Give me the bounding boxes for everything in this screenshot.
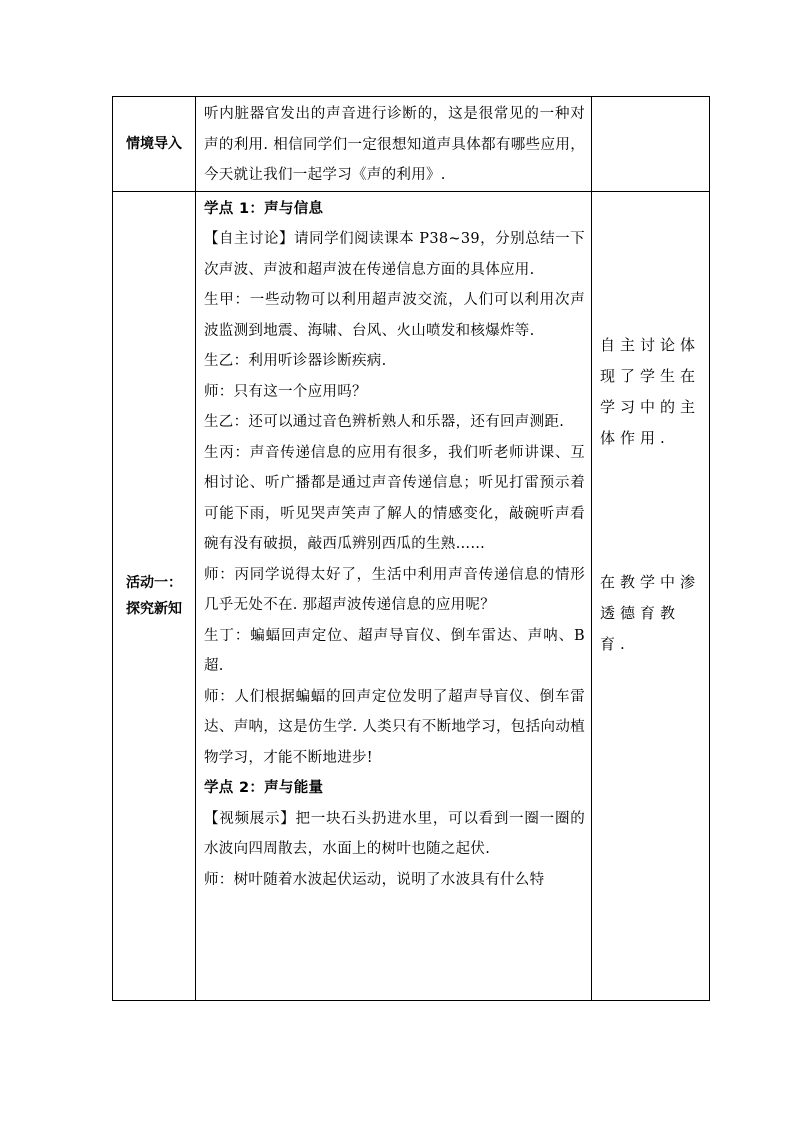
paragraph: 【自主讨论】请同学们阅读课本 P38~39，分别总结一下次声波、声波和超声波在传递信息方面的具体应用. (204, 231, 585, 278)
row-content-situation-intro (196, 97, 592, 192)
teaching-note: 在教学中渗透德育教育. (600, 572, 701, 653)
paragraph: 师：树叶随着水波起伏运动，说明了水波具有什么特 (204, 871, 545, 888)
paragraph: 师：只有这一个应用吗？ (204, 383, 367, 400)
table-row-activity-one (113, 191, 710, 1001)
paragraph: 师：丙同学说得太好了，生活中利用声音传递信息的情形几乎无处不在. 那超声波传递信息的应用呢？ (204, 566, 585, 613)
row-label-activity-one (113, 191, 196, 1001)
paragraph: 生丁：蝙蝠回声定位、超声导盲仪、倒车雷达、声呐、B 超. (204, 627, 585, 674)
row-label-line: 活动一： (126, 574, 182, 591)
row-content-activity-one (196, 191, 592, 1001)
paragraph: 生甲：一些动物可以利用超声波交流，人们可以利用次声波监测到地震、海啸、台风、火山喷发和核爆炸等. (204, 292, 585, 339)
paragraph: 生乙：利用听诊器诊断疾病. (204, 353, 387, 369)
row-note-situation-intro (592, 97, 710, 192)
lesson-plan-table (112, 96, 710, 1001)
table-row-situation-intro (113, 97, 710, 192)
section-heading: 学点 2：声与能量 (204, 780, 324, 796)
paragraph: 听内脏器官发出的声音进行诊断的，这是很常见的一种对声的利用. 相信同学们一定很想知道声具体都有哪些应用，今天就让我们一起学习《声的利用》. (204, 106, 585, 183)
paragraph: 生丙：声音传递信息的应用有很多，我们听老师讲课、互相讨论、听广播都是通过声音传递信息；听见打雷预示着可能下雨，听见哭声笑声了解人的情感变化，敲碗听声看碗有没有破损，敲西瓜辨别西瓜的生熟…… (204, 444, 585, 552)
teaching-note: 自主讨论体现了学生在学习中的主体作用. (600, 335, 701, 447)
row-label-line: 探究新知 (126, 600, 182, 617)
paragraph: 师：人们根据蝙蝠的回声定位发明了超声导盲仪、倒车雷达、声呐，这是仿生学. 人类只有不断地学习，包括向动植物学习，才能不断地进步! (204, 688, 585, 766)
paragraph: 【视频展示】把一块石头扔进水里，可以看到一圈一圈的水波向四周散去，水面上的树叶也随之起伏. (204, 810, 585, 857)
section-heading: 学点 1：声与信息 (204, 200, 324, 217)
row-label-situation-intro (113, 97, 196, 192)
row-label-line: 情境导入 (126, 135, 182, 152)
row-note-activity-one (592, 191, 710, 1001)
paragraph: 生乙：还可以通过音色辨析熟人和乐器，还有回声测距. (204, 414, 565, 430)
